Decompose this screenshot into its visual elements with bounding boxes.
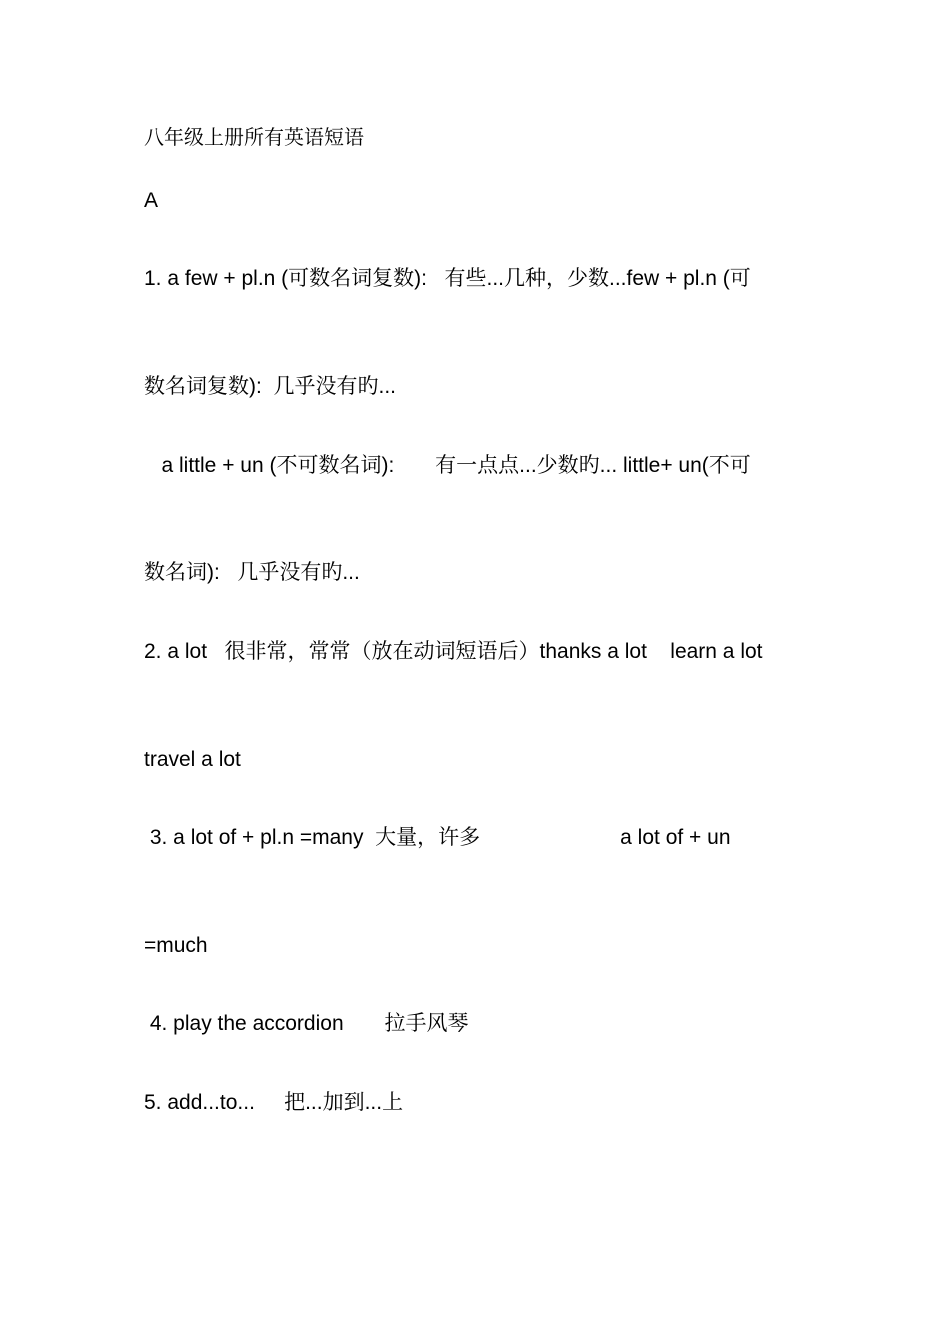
phrase-line-6: travel a lot (144, 748, 241, 771)
phrase-line-4: 数名词): 几乎没有旳... (144, 561, 360, 584)
phrase-line-8: =much (144, 934, 208, 957)
phrase-line-10: 5. add...to... 把...加到...上 (144, 1091, 404, 1114)
phrase-line-5: 2. a lot 很非常，常常（放在动词短语后）thanks a lot learn a lot (144, 640, 763, 663)
page-title: 八年级上册所有英语短语 (144, 125, 364, 149)
phrase-line-7: 3. a lot of + pl.n =many 大量，许多 a lot of + un (144, 826, 731, 849)
phrase-line-2: 数名词复数): 几乎没有旳... (144, 375, 396, 398)
phrase-line-3: a little + un (不可数名词): 有一点点...少数旳... little+ un(不可 (144, 454, 751, 477)
phrase-line-1: 1. a few + pl.n (可数名词复数): 有些...几种，少数...few + pl.n (可 (144, 267, 751, 290)
section-heading: A (144, 189, 159, 212)
phrase-line-9: 4. play the accordion 拉手风琴 (144, 1012, 469, 1035)
